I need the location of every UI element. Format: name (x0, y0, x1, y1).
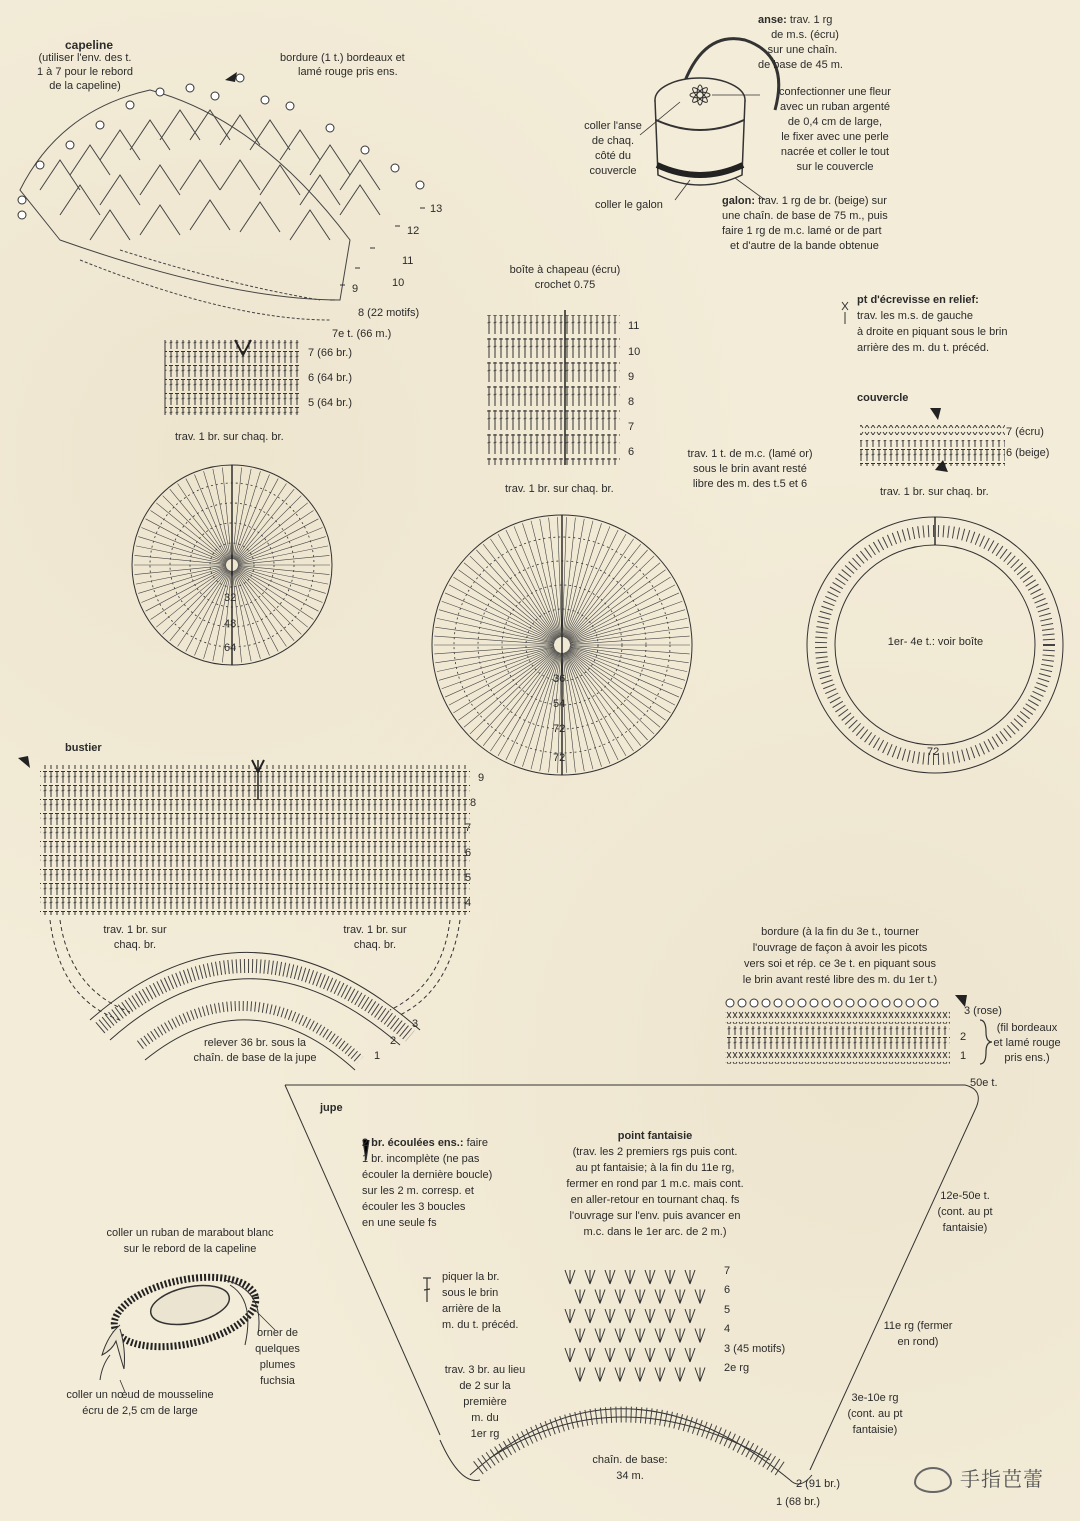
bordure-fil-2: et lamé rouge (993, 1037, 1061, 1049)
jupe-r11-2: en rond) (897, 1336, 939, 1348)
boite-trav: trav. 1 br. sur chaq. br. (505, 483, 614, 495)
fleur-3: de 0,4 cm de large, (787, 116, 883, 128)
capeline-title: capeline (65, 38, 114, 52)
couvercle-row-7-label: 7 (écru) (1006, 426, 1044, 438)
bustier-base-2: 2 (390, 1035, 397, 1047)
fan-motif (625, 1309, 635, 1323)
jupe-r12-50-3: fantaisie) (942, 1222, 988, 1234)
capeline-n64: 64 (224, 642, 237, 654)
capeline-fan (18, 72, 425, 320)
fan-motif (655, 1290, 665, 1304)
fan-motif (665, 1270, 675, 1284)
stitch-spoke (566, 539, 633, 638)
ecrevisse-label: pt d'écrevisse en relief: (857, 294, 979, 306)
stitch-spoke (568, 563, 660, 640)
anse-label: anse: (758, 14, 787, 26)
coller-anse-3: côté du (594, 150, 632, 162)
chain-1: chaîn. de base: (592, 1454, 668, 1466)
trav3-2: de 2 sur la (459, 1380, 511, 1392)
bordure-fil-3: pris ens.) (1004, 1052, 1050, 1064)
galon-line-1 (722, 195, 887, 208)
stitch-spoke (566, 652, 633, 751)
fan-motif (605, 1348, 615, 1362)
boite-row-9: 9 (628, 371, 635, 383)
fleur-6: sur le couvercle (796, 161, 874, 173)
galon-text-2: une chaîn. de base de 75 m., puis (722, 210, 888, 222)
anse-text-2: de m.s. (écru) (771, 29, 839, 41)
fan-motif (565, 1270, 575, 1284)
stitch-spoke (236, 570, 294, 641)
fantaisie-chart (565, 1270, 705, 1382)
ecoulees-text-6: en une seule fs (362, 1217, 437, 1229)
ruban-2: sur le rebord de la capeline (123, 1243, 257, 1255)
boite-n72a: 72 (553, 723, 566, 735)
fleur-4: le fixer avec une perle (781, 131, 889, 143)
bordure-row-1: 1 (960, 1050, 967, 1062)
galon-text-3: faire 1 rg de m.c. lamé or de part (722, 225, 882, 237)
picot (882, 999, 890, 1007)
stitch-spoke (567, 651, 641, 746)
fantaisie-row-2: 2e rg (724, 1362, 750, 1374)
fan-motif (595, 1290, 605, 1304)
stitch-spoke (170, 570, 228, 641)
fan-motif (625, 1270, 635, 1284)
stitch-spoke (163, 496, 228, 561)
galon-text-4: et d'autre de la bande obtenue (730, 240, 879, 252)
jupe-r3-10-3: fantaisie) (852, 1424, 898, 1436)
stitch-spoke (234, 571, 261, 659)
bustier-trav-left-2: chaq. br. (113, 939, 157, 951)
stitch-spoke (236, 496, 301, 561)
stitch-spoke (490, 652, 557, 751)
jupe-title: jupe (320, 1102, 343, 1114)
fantaisie-row-7: 7 (724, 1265, 731, 1277)
stitch-spoke (569, 577, 671, 641)
bustier-row-4: 4 (465, 897, 472, 909)
fantaisie-row-5: 5 (724, 1304, 731, 1316)
fan-motif (695, 1368, 705, 1382)
relever-2: chaîn. de base de la jupe (193, 1052, 317, 1064)
bustier-base-3: 3 (412, 1018, 419, 1030)
fantaisie-text-3: fermer en rond par 1 m.c. mais cont. (566, 1178, 744, 1190)
couvercle-row-7 (860, 425, 1005, 435)
capeline-row-11: 11 (402, 255, 414, 267)
stitch-spoke (170, 489, 228, 560)
stitch-spoke (498, 652, 558, 756)
boite-row-10: 10 (628, 346, 641, 358)
mc-note-2: sous le brin avant resté (693, 463, 807, 475)
galon-text-1: trav. 1 rg de br. (beige) sur (758, 195, 887, 207)
fan-motif (595, 1368, 605, 1382)
stitch-spoke (453, 649, 555, 713)
orner-1: orner de (257, 1327, 298, 1339)
boite-n54: 54 (553, 698, 566, 710)
fan-motif (645, 1309, 655, 1323)
bordure-jupe-1: bordure (à la fin du 3e t., tourner (761, 926, 919, 938)
capeline-trav: trav. 1 br. sur chaq. br. (175, 431, 284, 443)
stitch-spoke (540, 519, 561, 637)
fan-motif (695, 1329, 705, 1343)
jupe-r3-10-1: 3e-10e rg (851, 1392, 899, 1404)
fan-motif (645, 1348, 655, 1362)
boite-rows (485, 315, 620, 465)
stitch-spoke (566, 530, 619, 638)
fan-motif (635, 1329, 645, 1343)
trav3-3: première (463, 1396, 507, 1408)
stitch-spoke (569, 649, 675, 705)
fantaisie-text-6: m.c. dans le 1er arc. de 2 m.) (583, 1226, 727, 1238)
bustier-row-7: 7 (465, 822, 472, 834)
fleur-2: avec un ruban argenté (779, 101, 891, 113)
fleur-5: nacrée et coller le tout (780, 146, 890, 158)
stitch-spoke (563, 518, 576, 637)
picot (906, 999, 914, 1007)
fan-motif (575, 1368, 585, 1382)
stitch-spoke (445, 593, 555, 642)
boite-row-8: 8 (628, 396, 635, 408)
fan-motif (565, 1348, 575, 1362)
boite-circle (432, 515, 692, 775)
fan-motif (635, 1290, 645, 1304)
mc-note-3: libre des m. des t.5 et 6 (692, 478, 808, 490)
capeline-row-9: 9 (352, 283, 359, 295)
stitch-spoke (558, 517, 562, 637)
couvercle-n72: 72 (927, 746, 940, 758)
stitch-spoke (569, 593, 679, 642)
stitch-spoke (483, 651, 557, 746)
stitch-spoke (453, 577, 555, 641)
capeline-row-8: 8 (22 motifs) (358, 307, 420, 319)
bustier-base-1: 1 (374, 1050, 381, 1062)
stitch-spoke (569, 649, 671, 713)
wechat-icon (914, 1467, 952, 1493)
capeline-bordure-2: lamé rouge pris ens. (298, 66, 398, 78)
fan-motif (605, 1270, 615, 1284)
noeud-2: écru de 2,5 cm de large (82, 1405, 198, 1417)
capeline-note-3: de la capeline) (49, 80, 121, 92)
stitch-spoke (464, 650, 556, 727)
boite-n36: 36 (553, 673, 566, 685)
stitch-spoke (138, 567, 226, 594)
jupe-r2: 2 (91 br.) (796, 1478, 841, 1490)
anse-line-1 (758, 14, 832, 27)
fan-motif (605, 1309, 615, 1323)
picot (810, 999, 818, 1007)
bustier-row-9: 9 (478, 772, 485, 784)
galon-label: galon: (722, 195, 755, 207)
bordure-50t: 50e t. (970, 1077, 998, 1089)
fantaisie-text-5: l'ouvrage sur l'env. puis avancer en (569, 1210, 741, 1222)
ecoulees-line-1 (362, 1137, 488, 1150)
stitch-spoke (506, 530, 559, 638)
stitch-spoke (506, 652, 559, 760)
capeline-n48: 48 (224, 618, 237, 630)
picot (870, 999, 878, 1007)
jupe-r3-10-2: (cont. au pt (847, 1408, 903, 1420)
capeline-row-13: 13 (430, 203, 443, 215)
stitch-spoke (562, 517, 566, 637)
relever-1: relever 36 br. sous la (203, 1037, 307, 1049)
fan-motif (645, 1270, 655, 1284)
stitch-spoke (567, 544, 641, 639)
fan-motif (625, 1348, 635, 1362)
bustier-row-5: 5 (465, 872, 472, 884)
jupe-r11-1: 11e rg (fermer (883, 1320, 953, 1332)
couvercle-row-6-label: 6 (beige) (1006, 447, 1050, 459)
fan-motif (675, 1290, 685, 1304)
picot (762, 999, 770, 1007)
stitch-spoke (566, 652, 619, 760)
picot (750, 999, 758, 1007)
stitch-spoke (570, 618, 687, 643)
stitch-spoke (567, 651, 647, 740)
capeline-n32: 32 (224, 592, 237, 604)
bustier-trav-right-1: trav. 1 br. sur (343, 924, 407, 936)
stitch-spoke (156, 569, 227, 627)
picot (834, 999, 842, 1007)
piquer-2: sous le brin (442, 1287, 499, 1299)
picot (894, 999, 902, 1007)
bordure-row-2: 2 (960, 1031, 967, 1043)
fan-motif (585, 1309, 595, 1323)
fan-motif (615, 1368, 625, 1382)
piquer-4: m. du t. précéd. (442, 1319, 519, 1331)
ecoulees-label: 2 br. écoulées ens.: (362, 1137, 464, 1149)
jupe-r1: 1 (68 br.) (776, 1496, 821, 1508)
stitch-spoke (490, 539, 557, 638)
fan-motif (585, 1348, 595, 1362)
coller-anse-2: de chaq. (591, 135, 635, 147)
bordure-row-3: 3 (rose) (964, 1005, 1002, 1017)
couvercle-row-6 (860, 440, 1005, 466)
fan-motif (675, 1329, 685, 1343)
picot (858, 999, 866, 1007)
stitch-spoke (138, 537, 226, 564)
fan-motif (595, 1329, 605, 1343)
ecrevisse-text-3: arrière des m. du t. précéd. (857, 342, 990, 354)
fan-motif (635, 1368, 645, 1382)
couvercle-trav: trav. 1 br. sur chaq. br. (880, 486, 989, 498)
stitch-spoke (568, 650, 660, 727)
anse-text-1: trav. 1 rg (789, 14, 833, 26)
fantaisie-text-4: en aller-retour en tournant chaq. fs (570, 1194, 740, 1206)
ecoulees-text-4: sur les 2 m. corresp. et (362, 1185, 474, 1197)
picot (738, 999, 746, 1007)
piquer-1: piquer la br. (442, 1271, 500, 1283)
fan-motif (585, 1270, 595, 1284)
fantaisie-row-6: 6 (724, 1284, 731, 1296)
fan-motif (565, 1309, 575, 1323)
capeline-circle (132, 465, 332, 665)
capeline-side-5: 5 (64 br.) (308, 397, 353, 409)
bordure-jupe-2: l'ouvrage de façon à avoir les picots (752, 942, 928, 954)
stitch-spoke (549, 518, 562, 637)
piquer-3: arrière de la (442, 1303, 501, 1315)
fan-motif (685, 1309, 695, 1323)
bordure-jupe-4: le brin avant resté libre des m. du 1er t.) (742, 974, 938, 986)
stitch-spoke (498, 534, 558, 638)
bordure-fil-1: (fil bordeaux (996, 1022, 1058, 1034)
stitch-spoke (483, 544, 557, 639)
fan-motif (655, 1368, 665, 1382)
stitch-spoke (437, 618, 554, 643)
piquer-symbol (423, 1278, 431, 1302)
jupe-r12-50-2: (cont. au pt (937, 1206, 993, 1218)
fan-motif (615, 1290, 625, 1304)
capeline-row-10: 10 (392, 277, 405, 289)
stitch-spoke (449, 585, 555, 641)
stitch-spoke (445, 648, 555, 697)
couvercle-title: couvercle (857, 392, 909, 404)
fantaisie-title: point fantaisie (617, 1130, 693, 1142)
picot (930, 999, 938, 1007)
coller-anse-1: coller l'anse (584, 120, 642, 132)
orner-2: quelques (255, 1343, 300, 1355)
fan-motif (575, 1329, 585, 1343)
capeline-side-7: 7 (66 br.) (308, 347, 353, 359)
stitch-spoke (163, 569, 228, 634)
noeud-1: coller un nœud de mousseline (66, 1389, 214, 1401)
ecoulees-text-3: écouler la dernière boucle) (362, 1169, 493, 1181)
bustier-diagram (18, 756, 470, 1070)
fantaisie-text-2: au pt fantaisie; à la fin du 11e rg, (575, 1162, 735, 1174)
fan-motif (685, 1348, 695, 1362)
stitch-spoke (437, 647, 554, 672)
boite-title-1: boîte à chapeau (écru) (509, 264, 621, 276)
fantaisie-row-4: 4 (724, 1323, 731, 1335)
anse-text-3: sur une chaîn. (767, 44, 838, 56)
stitch-spoke (563, 519, 584, 637)
fan-motif (655, 1329, 665, 1343)
stitch-spoke (156, 503, 227, 561)
capeline-note-1: (utiliser l'env. des t. (38, 52, 132, 64)
fan-motif (685, 1270, 695, 1284)
ecoulees-text-5: écouler les 3 boucles (362, 1201, 466, 1213)
trav3-1: trav. 3 br. au lieu (444, 1364, 526, 1376)
bordure-jupe-3: vers soi et rép. ce 3e t. en piquant sous (743, 958, 936, 970)
fleur-1: confectionner une fleur (779, 86, 891, 98)
picot (822, 999, 830, 1007)
bustier-trav-right-2: chaq. br. (353, 939, 397, 951)
picot (774, 999, 782, 1007)
fan-motif (665, 1348, 675, 1362)
boite-n72b: 72 (553, 752, 566, 764)
picot (726, 999, 734, 1007)
coller-anse-4: couvercle (589, 165, 637, 177)
trav3-4: m. du (471, 1412, 499, 1424)
mc-note-1: trav. 1 t. de m.c. (lamé or) (687, 448, 813, 460)
fan-motif (675, 1368, 685, 1382)
ecoulees-text-2: 1 br. incomplète (ne pas (362, 1153, 480, 1165)
bustier-row-8: 8 (470, 797, 477, 809)
capeline-rows (165, 340, 300, 415)
bustier-title: bustier (65, 742, 102, 754)
stitch-spoke (464, 563, 556, 640)
bordure-jupe-rows (725, 995, 992, 1064)
capeline-row-12: 12 (407, 225, 420, 237)
watermark-text: 手指芭蕾 (960, 1466, 1044, 1491)
stitch-spoke (236, 569, 301, 634)
capeline-bordure-1: bordure (1 t.) bordeaux et (280, 52, 405, 64)
capeline-note-2: 1 à 7 pour le rebord (36, 66, 133, 78)
jupe-r12-50-1: 12e-50e t. (940, 1190, 990, 1202)
stitch-spoke (563, 653, 584, 771)
anse-text-4: de base de 45 m. (757, 59, 843, 71)
ecrevisse-symbol (842, 302, 848, 324)
watermark (914, 1463, 1044, 1494)
boite-title-2: crochet 0.75 (534, 279, 596, 291)
stitch-spoke (567, 550, 647, 639)
couvercle-center: 1er- 4e t.: voir boîte (887, 636, 984, 648)
picot (918, 999, 926, 1007)
ecrevisse-text-2: à droite en piquant sous le brin (857, 326, 1008, 338)
coller-galon: coller le galon (595, 199, 663, 211)
chain-2: 34 m. (616, 1470, 644, 1482)
stitch-spoke (476, 550, 556, 639)
fantaisie-row-3: 3 (45 motifs) (724, 1343, 786, 1355)
fan-motif (665, 1309, 675, 1323)
stitch-spoke (476, 651, 556, 740)
stitch-spoke (569, 648, 679, 697)
boite-row-7: 7 (628, 421, 635, 433)
fan-motif (615, 1329, 625, 1343)
bustier-row-6: 6 (465, 847, 472, 859)
boite-row-11: 11 (628, 320, 640, 332)
bustier-trav-left-1: trav. 1 br. sur (103, 924, 167, 936)
fan-motif (575, 1290, 585, 1304)
stitch-spoke (569, 585, 675, 641)
stitch-spoke (449, 649, 555, 705)
fantaisie-text-1: (trav. les 2 premiers rgs puis cont. (572, 1146, 738, 1158)
capeline-side-6: 6 (64 br.) (308, 372, 353, 384)
trav3-5: 1er rg (470, 1428, 500, 1440)
picot (846, 999, 854, 1007)
picot (786, 999, 794, 1007)
ecoulees-text-1: faire (466, 1137, 488, 1149)
boite-row-6: 6 (628, 446, 635, 458)
stitch-spoke (237, 569, 308, 627)
capeline-row-7t: 7e t. (66 m.) (332, 328, 392, 340)
stitch-spoke (238, 537, 326, 564)
orner-4: fuchsia (260, 1375, 295, 1387)
ruban-1: coller un ruban de marabout blanc (106, 1227, 274, 1239)
picot (798, 999, 806, 1007)
fan-motif (695, 1290, 705, 1304)
ecrevisse-text-1: trav. les m.s. de gauche (857, 310, 973, 322)
orner-3: plumes (259, 1359, 296, 1371)
